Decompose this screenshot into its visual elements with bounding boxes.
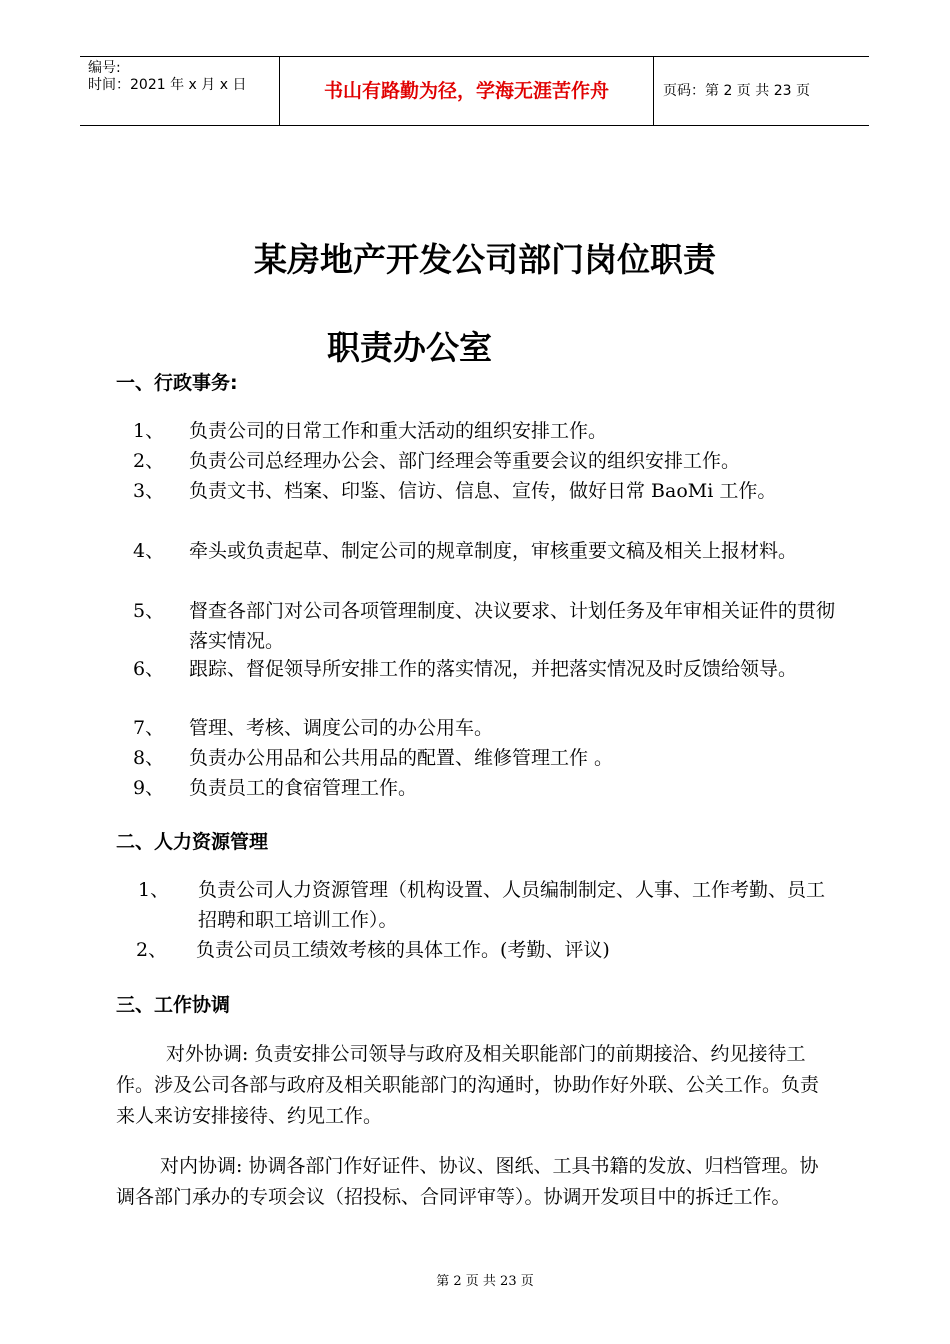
document-time-label: 时间：2021 年 x 月 x 日 bbox=[88, 77, 247, 93]
list-item-number: 3、 bbox=[133, 480, 165, 502]
document-subtitle: 职责办公室 bbox=[327, 328, 492, 367]
list-item-text: 跟踪、督促领导所安排工作的落实情况，并把落实情况及时反馈给领导。 bbox=[189, 658, 798, 680]
list-item-number: 6、 bbox=[133, 658, 165, 680]
paragraph-internal-coordination: 对内协调: 协调各部门作好证件、协议、图纸、工具书籍的发放、归档管理。协调各部门承办的专项会议（招投标、合同评审等）。协调开发项目中的拆迁工作。 bbox=[116, 1155, 819, 1208]
list-item-text: 负责办公用品和公共用品的配置、维修管理工作 。 bbox=[189, 747, 614, 769]
header-motto: 书山有路勤为径，学海无涯苦作舟 bbox=[280, 57, 654, 125]
list-item-text: 督查各部门对公司各项管理制度、决议要求、计划任务及年审相关证件的贯彻落实情况。 bbox=[189, 600, 836, 652]
list-item-number: 4、 bbox=[133, 540, 165, 562]
list-item-number: 1、 bbox=[133, 420, 165, 442]
section-heading-admin: 一、行政事务: bbox=[116, 372, 238, 394]
header-page-info: 页码：第 2 页 共 23 页 bbox=[663, 83, 810, 99]
paragraph-external-coordination: 对外协调: 负责安排公司领导与政府及相关职能部门的前期接洽、约见接待工作。涉及公司各部与政府及相关职能部门的沟通时，协助作好外联、公关工作。负责来人来访安排接待、约见工作。 bbox=[116, 1043, 820, 1127]
list-item-number: 2、 bbox=[133, 450, 165, 472]
list-item-number: 7、 bbox=[133, 717, 165, 739]
list-item-text: 管理、考核、调度公司的办公用车。 bbox=[189, 717, 494, 739]
header-meta bbox=[80, 57, 280, 125]
list-item-number: 2、 bbox=[136, 939, 168, 961]
list-item-text: 负责公司员工绩效考核的具体工作。(考勤、评议) bbox=[196, 939, 610, 961]
list-item-text: 负责公司人力资源管理（机构设置、人员编制制定、人事、工作考勤、员工招聘和职工培训工作）。 bbox=[198, 879, 826, 931]
page-footer: 第 2 页 共 23 页 bbox=[436, 1274, 534, 1289]
list-item-number: 5、 bbox=[133, 600, 165, 622]
document-number-label: 编号: bbox=[88, 60, 121, 76]
document-title: 某房地产开发公司部门岗位职责 bbox=[254, 240, 716, 279]
section-heading-coordination: 三、工作协调 bbox=[116, 994, 231, 1016]
section-heading-hr: 二、人力资源管理 bbox=[116, 831, 269, 853]
list-item-text: 负责公司的日常工作和重大活动的组织安排工作。 bbox=[189, 420, 608, 442]
list-item-text: 负责公司总经理办公会、部门经理会等重要会议的组织安排工作。 bbox=[189, 450, 741, 472]
list-item-number: 8、 bbox=[133, 747, 165, 769]
page-header bbox=[80, 56, 869, 126]
list-item-number: 1、 bbox=[138, 879, 170, 901]
list-item-number: 9、 bbox=[133, 777, 165, 799]
list-item-text: 负责员工的食宿管理工作。 bbox=[189, 777, 418, 799]
list-item-text: 负责文书、档案、印鉴、信访、信息、宣传，做好日常 BaoMi 工作。 bbox=[189, 480, 777, 502]
list-item-text: 牵头或负责起草、制定公司的规章制度，审核重要文稿及相关上报材料。 bbox=[189, 540, 798, 562]
